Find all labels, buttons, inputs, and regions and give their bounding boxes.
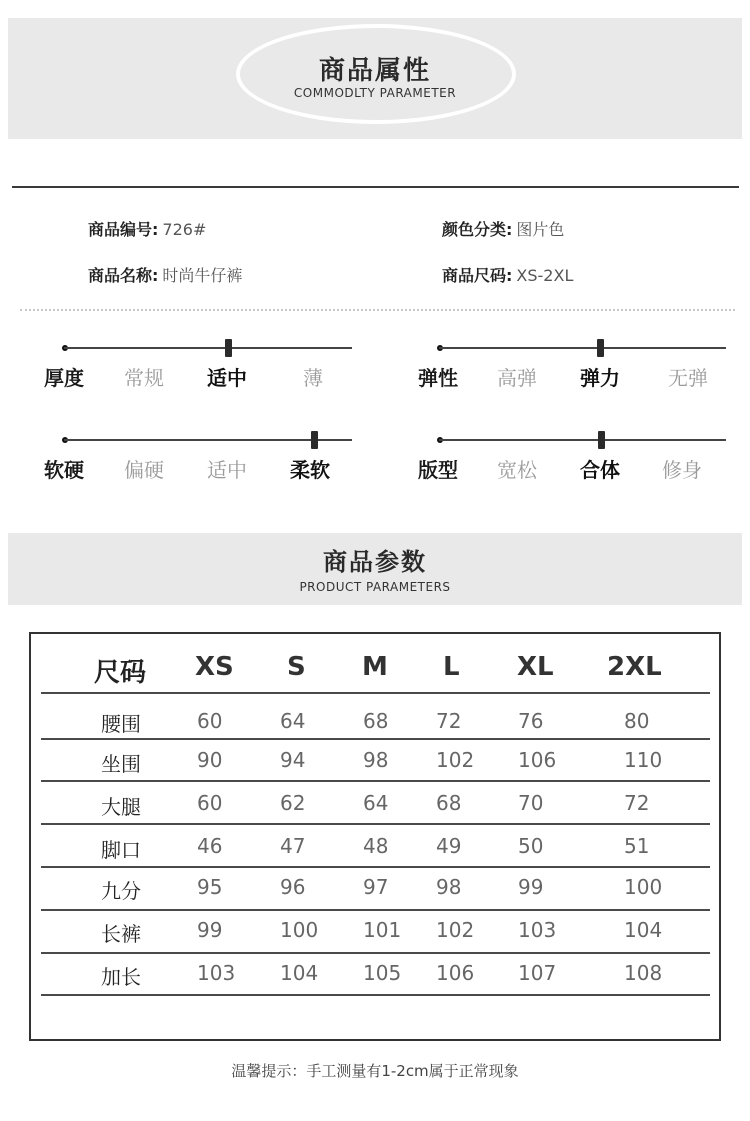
table-row-divider: [41, 994, 710, 996]
table-cell: 102: [436, 748, 475, 772]
table-cell: 106: [518, 748, 557, 772]
item-size-label: 商品尺码:: [442, 266, 513, 285]
table-cell: 48: [363, 834, 389, 858]
table-cell: 95: [197, 875, 223, 899]
fit-option-slim: 修身: [662, 458, 702, 482]
size-header-2xl: 2XL: [607, 652, 662, 682]
item-name: [88, 263, 242, 286]
table-cell: 60: [197, 791, 223, 815]
thickness-option-thin: 薄: [303, 366, 323, 390]
section-divider: [12, 186, 739, 188]
table-cell: 64: [280, 709, 306, 733]
table-cell: 50: [518, 834, 544, 858]
table-cell: 94: [280, 748, 306, 772]
table-cell: 64: [363, 791, 389, 815]
size-header-s: S: [287, 652, 306, 682]
table-cell: 99: [197, 918, 223, 942]
table-cell: 98: [436, 875, 462, 899]
table-cell: 102: [436, 918, 475, 942]
table-row-divider: [41, 738, 710, 740]
table-cell: 96: [280, 875, 306, 899]
table-cell: 97: [363, 875, 389, 899]
item-number: [88, 217, 206, 240]
fit-option-loose: 宽松: [497, 458, 537, 482]
table-cell: 70: [518, 791, 544, 815]
table-row-label: 坐围: [101, 752, 141, 776]
table-row-label: 腰围: [101, 712, 141, 736]
item-name-label: 商品名称:: [88, 266, 159, 285]
table-cell: 103: [197, 961, 236, 985]
elasticity-option-high: 高弹: [497, 366, 537, 390]
table-cell: 68: [436, 791, 462, 815]
size-header-xl: XL: [517, 652, 554, 682]
table-cell: 51: [624, 834, 650, 858]
color-category-value: 图片色: [516, 220, 565, 239]
table-row-divider: [41, 692, 710, 694]
table-cell: 68: [363, 709, 389, 733]
table-cell: 49: [436, 834, 462, 858]
item-size: [442, 263, 573, 286]
fit-scale-line: [439, 439, 726, 441]
measurement-note: 温馨提示：手工测量有1-2cm属于正常现象: [231, 1062, 519, 1080]
thickness-option-medium: 适中: [207, 366, 247, 390]
item-number-label: 商品编号:: [88, 220, 159, 239]
table-row-label: 脚口: [101, 838, 141, 862]
table-cell: 100: [280, 918, 319, 942]
softness-option-stiff: 偏硬: [124, 458, 164, 482]
dotted-divider: [20, 309, 735, 311]
table-row-label: 大腿: [101, 795, 141, 819]
parameters-subtitle: PRODUCT PARAMETERS: [299, 580, 451, 594]
table-cell: 80: [624, 709, 650, 733]
size-header-label: 尺码: [94, 658, 147, 688]
table-row-divider: [41, 780, 710, 782]
elasticity-label: 弹性: [418, 366, 458, 390]
table-cell: 60: [197, 709, 223, 733]
table-cell: 103: [518, 918, 557, 942]
table-cell: 106: [436, 961, 475, 985]
table-cell: 72: [436, 709, 462, 733]
softness-scale-line: [64, 439, 352, 441]
size-header-m: M: [362, 652, 388, 682]
thickness-scale-line: [64, 347, 352, 349]
table-cell: 46: [197, 834, 223, 858]
fit-scale-marker: [598, 431, 605, 449]
table-cell: 108: [624, 961, 663, 985]
table-row-divider: [41, 823, 710, 825]
elasticity-scale-marker: [597, 339, 604, 357]
thickness-scale-marker: [225, 339, 232, 357]
item-number-value: 726#: [162, 220, 207, 239]
fit-label: 版型: [418, 458, 458, 482]
table-row-label: 加长: [101, 965, 141, 989]
table-cell: 90: [197, 748, 223, 772]
elasticity-option-stretch: 弹力: [580, 366, 620, 390]
table-cell: 99: [518, 875, 544, 899]
table-row-divider: [41, 952, 710, 954]
softness-label: 软硬: [44, 458, 84, 482]
color-category: [442, 217, 564, 240]
table-row-label: 九分: [101, 879, 141, 903]
attributes-title: 商品属性: [318, 56, 431, 86]
table-cell: 104: [280, 961, 319, 985]
table-cell: 100: [624, 875, 663, 899]
table-row-label: 长裤: [101, 922, 141, 946]
table-cell: 62: [280, 791, 306, 815]
color-category-label: 颜色分类:: [442, 220, 513, 239]
attributes-subtitle: COMMODLTY PARAMETER: [293, 86, 457, 100]
fit-option-regular: 合体: [580, 458, 620, 482]
table-cell: 101: [363, 918, 402, 942]
table-cell: 107: [518, 961, 557, 985]
table-cell: 98: [363, 748, 389, 772]
item-name-value: 时尚牛仔裤: [162, 266, 243, 285]
table-row-divider: [41, 909, 710, 911]
table-cell: 104: [624, 918, 663, 942]
size-header-l: L: [443, 652, 460, 682]
thickness-label: 厚度: [44, 366, 84, 390]
size-header-xs: XS: [195, 652, 234, 682]
softness-scale-marker: [311, 431, 318, 449]
elasticity-option-none: 无弹: [668, 366, 708, 390]
item-size-value: XS-2XL: [516, 266, 574, 285]
table-cell: 110: [624, 748, 663, 772]
table-cell: 105: [363, 961, 402, 985]
softness-option-medium: 适中: [207, 458, 247, 482]
parameters-title: 商品参数: [323, 548, 427, 576]
softness-option-soft: 柔软: [290, 458, 330, 482]
thickness-option-regular: 常规: [124, 366, 164, 390]
elasticity-scale-line: [439, 347, 726, 349]
table-cell: 47: [280, 834, 306, 858]
table-row-divider: [41, 866, 710, 868]
table-cell: 72: [624, 791, 650, 815]
table-cell: 76: [518, 709, 544, 733]
